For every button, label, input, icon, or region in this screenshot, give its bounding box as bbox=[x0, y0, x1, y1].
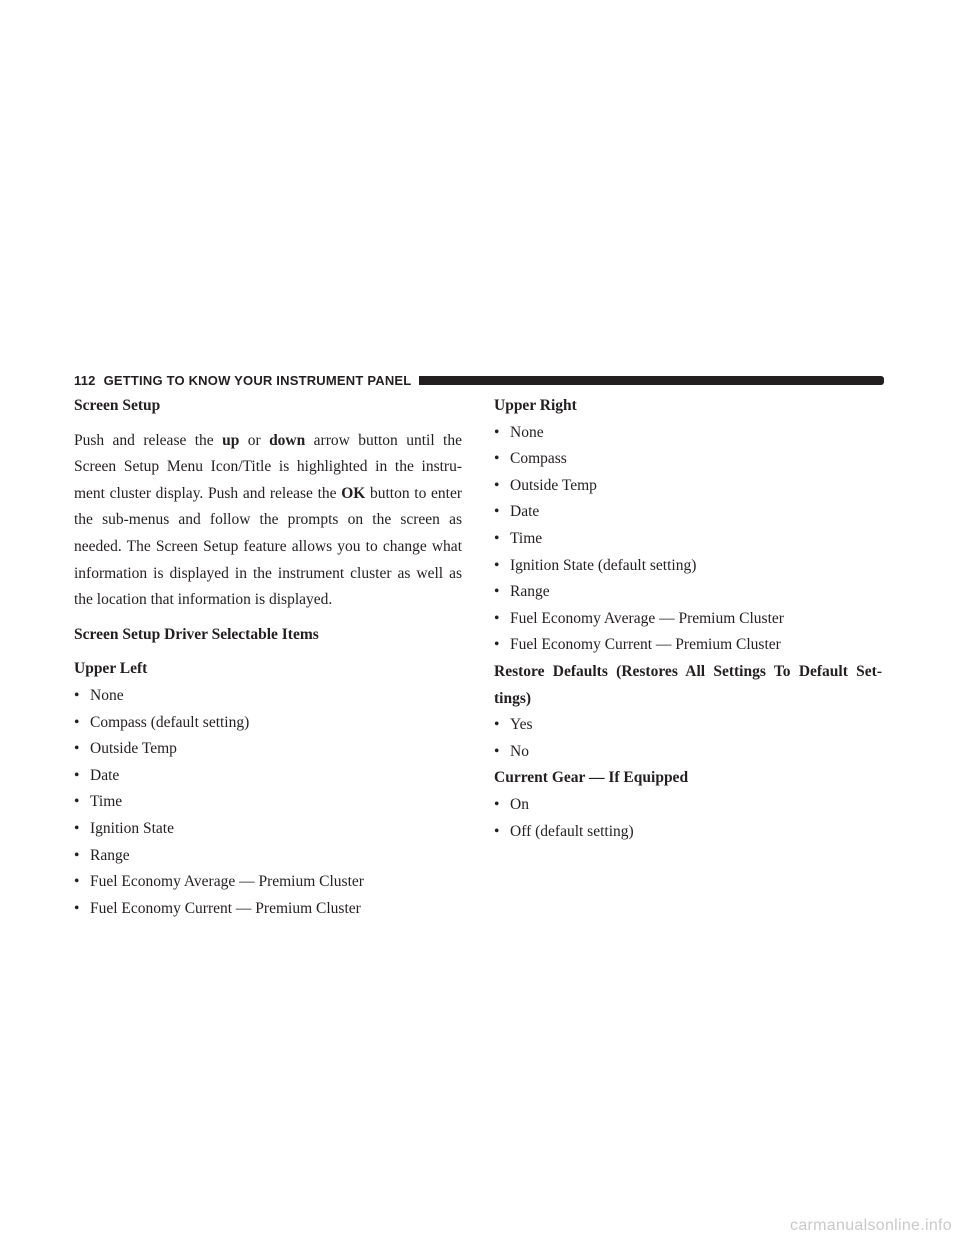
list-item-text: Fuel Economy Current — Premium Cluster bbox=[510, 636, 781, 654]
list-item-text: Ignition State bbox=[90, 819, 174, 837]
list-item bbox=[74, 816, 462, 843]
bullet-icon: • bbox=[74, 766, 80, 784]
bullet-icon: • bbox=[74, 846, 80, 864]
upper-left-heading: Upper Left bbox=[74, 660, 148, 678]
list-item-text: Outside Temp bbox=[510, 476, 597, 494]
list-item bbox=[74, 710, 462, 737]
list-item-text: Compass bbox=[510, 450, 567, 468]
list-item bbox=[74, 843, 462, 870]
list-item-text: Date bbox=[90, 766, 120, 784]
list-item bbox=[494, 792, 882, 819]
list-item-text: Range bbox=[90, 846, 130, 864]
list-item bbox=[494, 446, 882, 473]
restore-defaults-heading: Restore Defaults (Restores All Settings To Default Set-tings) bbox=[494, 662, 882, 707]
bullet-icon: • bbox=[74, 899, 80, 917]
bullet-icon: • bbox=[494, 583, 500, 601]
restore-list bbox=[494, 712, 882, 765]
bullet-icon: • bbox=[494, 476, 500, 494]
list-item bbox=[494, 712, 882, 739]
list-item-text: Time bbox=[510, 529, 543, 547]
list-item bbox=[494, 499, 882, 526]
bullet-icon: • bbox=[494, 556, 500, 574]
bullet-icon: • bbox=[494, 742, 500, 760]
para-text-1: Push and release the bbox=[74, 431, 223, 449]
section-title: GETTING TO KNOW YOUR INSTRUMENT PANEL bbox=[103, 372, 412, 388]
upper-left-list bbox=[74, 683, 462, 922]
gear-list bbox=[494, 792, 882, 845]
para-down: down bbox=[269, 431, 306, 449]
bullet-icon: • bbox=[494, 423, 500, 441]
bullet-icon: • bbox=[74, 740, 80, 758]
bullet-icon: • bbox=[494, 450, 500, 468]
list-item-text: Off (default setting) bbox=[510, 822, 634, 840]
list-item bbox=[494, 553, 882, 580]
list-item-text: None bbox=[90, 686, 124, 704]
screen-setup-heading: Screen Setup bbox=[74, 397, 161, 414]
right-column bbox=[494, 393, 882, 845]
list-item-text: None bbox=[510, 423, 544, 441]
bullet-icon: • bbox=[494, 503, 500, 521]
bullet-icon: • bbox=[494, 795, 500, 813]
para-text-2: or bbox=[239, 431, 270, 449]
list-item bbox=[74, 869, 462, 896]
bullet-icon: • bbox=[74, 873, 80, 891]
list-item bbox=[74, 789, 462, 816]
list-item-text: Outside Temp bbox=[90, 740, 177, 758]
bullet-icon: • bbox=[74, 793, 80, 811]
page-header bbox=[74, 372, 884, 388]
list-item bbox=[74, 896, 462, 923]
bullet-icon: • bbox=[74, 819, 80, 837]
list-item bbox=[494, 526, 882, 553]
current-gear-heading: Current Gear — If Equipped bbox=[494, 769, 689, 787]
list-item-text: Fuel Economy Average — Premium Cluster bbox=[90, 873, 364, 891]
left-column bbox=[74, 393, 462, 922]
list-item bbox=[494, 606, 882, 633]
list-item-text: Fuel Economy Average — Premium Cluster bbox=[510, 609, 784, 627]
bullet-icon: • bbox=[494, 636, 500, 654]
driver-items-heading: Screen Setup Driver Selectable Items bbox=[74, 625, 319, 643]
list-item-text: Range bbox=[510, 583, 550, 601]
list-item bbox=[494, 632, 882, 659]
watermark: carmanualsonline.info bbox=[790, 1217, 952, 1234]
list-item-text: Date bbox=[510, 503, 540, 521]
list-item-text: Compass (default setting) bbox=[90, 713, 250, 731]
list-item-text: Yes bbox=[510, 716, 533, 734]
page-number: 112 bbox=[74, 372, 96, 388]
header-rule bbox=[419, 376, 884, 385]
list-item bbox=[74, 736, 462, 763]
upper-right-list bbox=[494, 420, 882, 659]
list-item-text: Ignition State (default setting) bbox=[510, 556, 697, 574]
bullet-icon: • bbox=[494, 822, 500, 840]
list-item bbox=[494, 473, 882, 500]
bullet-icon: • bbox=[74, 713, 80, 731]
para-text-3: arrow button until the Screen Setup Menu Icon/Title is highlighted in the instru-ment cluster display. Push and release the bbox=[74, 431, 462, 502]
list-item bbox=[74, 683, 462, 710]
list-item bbox=[494, 579, 882, 606]
list-item-text: On bbox=[510, 795, 529, 813]
list-item bbox=[494, 819, 882, 846]
list-item-text: Time bbox=[90, 793, 123, 811]
bullet-icon: • bbox=[74, 686, 80, 704]
bullet-icon: • bbox=[494, 716, 500, 734]
para-text-4: button to enter the sub-menus and follow the prompts on the screen as needed. The Screen Setup feature allows you to change what information is displayed in the instrument cluster as well as the location that information is displayed. bbox=[74, 484, 462, 609]
list-item bbox=[494, 420, 882, 447]
para-ok: OK bbox=[341, 484, 366, 502]
para-up: up bbox=[222, 431, 240, 449]
bullet-icon: • bbox=[494, 609, 500, 627]
bullet-icon: • bbox=[494, 529, 500, 547]
list-item bbox=[494, 739, 882, 766]
upper-right-heading: Upper Right bbox=[494, 397, 577, 414]
list-item-text: Fuel Economy Current — Premium Cluster bbox=[90, 899, 361, 917]
list-item bbox=[74, 763, 462, 790]
screen-setup-paragraph bbox=[74, 428, 462, 614]
list-item-text: No bbox=[510, 742, 529, 760]
